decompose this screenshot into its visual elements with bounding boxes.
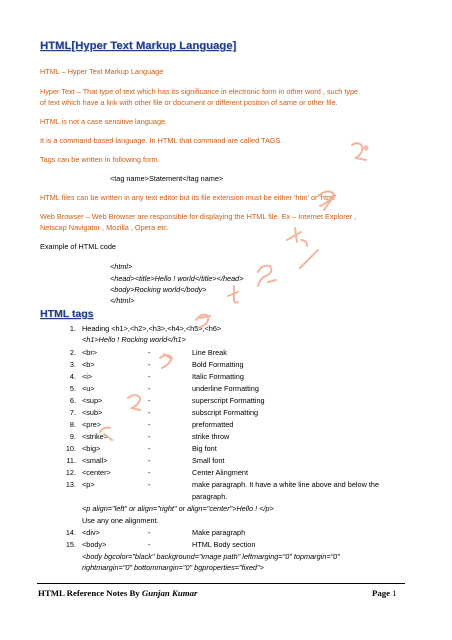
intro-line: HTML files can be written in any text editor but its file extension must be either 'htm' or 'html'	[40, 193, 337, 202]
intro-line: Netscap Navigator , Mozilla , Opera etc.	[40, 223, 169, 232]
code-line: <html>	[110, 262, 133, 271]
list-item-dash: -	[148, 480, 151, 489]
list-item-tag: <big>	[82, 444, 101, 453]
list-item-desc: Make paragraph	[192, 528, 246, 537]
list-number: 12.	[65, 468, 76, 477]
intro-line: HTML – Hyper Text Markup Language	[40, 67, 164, 76]
list-item-dash: -	[148, 456, 151, 465]
intro-line: Web Browser – Web Browser are responsible for displaying the HTML file. Ex – Internet Explorer ,	[40, 212, 357, 221]
list-number: 15.	[65, 540, 76, 549]
section-title: HTML tags	[40, 308, 94, 320]
list-item-tag: <center>	[82, 468, 111, 477]
list-item-dash: -	[148, 384, 151, 393]
list-item-dash: -	[148, 360, 151, 369]
list-item-tag: <pre>	[82, 420, 102, 429]
list-item-dash: -	[148, 372, 151, 381]
list-item-example: <p align="left" or align="right" or align="center">Hello ! </p>	[82, 504, 274, 513]
list-item-desc: underline Formatting	[192, 384, 259, 393]
tag-form-example: <tag name>Statement</tag name>	[110, 174, 224, 183]
intro-line: Example of HTML code	[40, 242, 116, 251]
list-item-desc: Line Break	[192, 348, 227, 357]
list-item-desc: Italic Formatting	[192, 372, 244, 381]
list-item-dash: -	[148, 408, 151, 417]
list-number: 5.	[69, 384, 76, 393]
footer-divider	[37, 583, 405, 584]
list-number: 8.	[69, 420, 76, 429]
code-line: </html>	[110, 296, 135, 305]
list-item-desc: Small font	[192, 456, 225, 465]
list-item-example: rightmargin="0" bottommargin="0" bgproperties="fixed">	[82, 563, 264, 572]
list-item-desc: HTML Body section	[192, 540, 256, 549]
list-number: 6.	[69, 396, 76, 405]
list-item-tag: <br>	[82, 348, 98, 357]
list-number: 1.	[69, 324, 76, 333]
list-item: <h1>Hello ! Rocking world</h1>	[82, 335, 186, 344]
list-item-desc: Center Alingment	[192, 468, 248, 477]
list-item-tag: <b>	[82, 360, 95, 369]
list-item-dash: -	[148, 432, 151, 441]
intro-line: Tags can be written in following form.	[40, 155, 160, 164]
list-number: 2.	[69, 348, 76, 357]
list-item-desc: subscript Formatting	[192, 408, 259, 417]
list-item-desc: Bold Formatting	[192, 360, 244, 369]
intro-line: It is a command based language. In HTML that command are called TAGS.	[40, 136, 283, 145]
list-number: 9.	[69, 432, 76, 441]
list-item-dash: -	[148, 444, 151, 453]
list-item-dash: -	[148, 468, 151, 477]
list-item-desc: Big font	[192, 444, 217, 453]
list-item-tag: <p>	[82, 480, 95, 489]
list-item-note: Use any one alignment.	[82, 516, 159, 525]
list-item-dash: -	[148, 348, 151, 357]
list-item-desc: superscript Formatting	[192, 396, 265, 405]
list-item: Heading <h1>,<h2>,<h3>,<h4>,<h5>,<h6>	[82, 324, 222, 333]
list-item-example: <body bgcolor="black" background="image path" leftmarging="0" topmargin="0"	[82, 552, 340, 561]
list-item-tag: <small>	[82, 456, 108, 465]
list-item-tag: <i>	[82, 372, 93, 381]
list-item-desc: paragraph.	[192, 492, 228, 501]
list-item-dash: -	[148, 396, 151, 405]
list-number: 3.	[69, 360, 76, 369]
code-line: <head><title>Hello ! world</title></head>	[110, 274, 244, 283]
intro-line: of text which have a link with other file or document or different position of same or other file.	[40, 98, 338, 107]
list-item-dash: -	[148, 420, 151, 429]
list-item-tag: <sup>	[82, 396, 103, 405]
list-item-desc: preformatted	[192, 420, 234, 429]
list-item-tag: <body>	[82, 540, 107, 549]
list-number: 14.	[65, 528, 76, 537]
intro-line: HTML is not a case sensitive language.	[40, 117, 168, 126]
document-title: HTML[Hyper Text Markup Language]	[40, 40, 237, 52]
list-number: 11.	[66, 456, 76, 465]
footer-credit	[38, 588, 197, 598]
list-item-desc: strike throw	[192, 432, 230, 441]
footer-credit-text: HTML Reference Notes By	[38, 588, 142, 598]
page-number	[372, 588, 397, 598]
page-label: Page	[372, 588, 393, 598]
intro-line: Hyper Text – That type of text which has its significance in electronic form in other word , such type	[40, 87, 359, 96]
list-item-desc: make paragraph. It have a white line above and below the	[192, 480, 380, 489]
list-number: 4.	[69, 372, 76, 381]
code-line: <body>Rocking world</body>	[110, 285, 207, 294]
list-item-dash: -	[148, 540, 151, 549]
page-num: 1	[392, 588, 397, 598]
list-number: 7.	[69, 408, 76, 417]
list-item-dash: -	[148, 528, 151, 537]
list-number: 13.	[65, 480, 76, 489]
list-item-tag: <sub>	[82, 408, 103, 417]
list-item-tag: <u>	[82, 384, 95, 393]
list-number: 10.	[65, 444, 76, 453]
footer-author: Gunjan Kumar	[141, 588, 198, 598]
list-item-tag: <div>	[82, 528, 100, 537]
list-item-tag: <strike>	[82, 432, 108, 441]
